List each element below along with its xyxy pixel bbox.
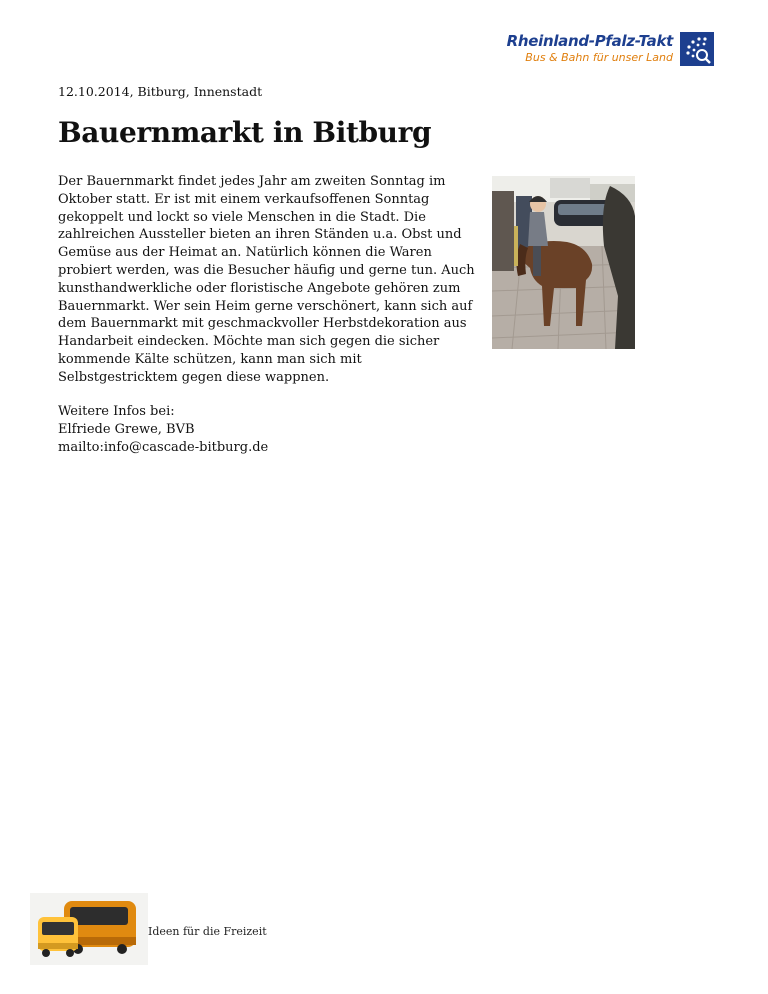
article-photo	[492, 176, 635, 349]
article-dateline: 12.10.2014, Bitburg, Innenstadt	[58, 84, 263, 99]
article-body: Der Bauernmarkt findet jedes Jahr am zweiten Sonntag im Oktober statt. Er ist mit einem verkaufsoffenen Sonntag gekoppelt und lockt so viele Menschen in die Stadt. Die zahlreichen Aussteller bieten an ihren Ständen u.a. Obst und Gemüse aus der Heimat an. Natürlich können die Waren probiert werden, was die Besucher häufig und gerne tun. Auch kunsthandwerkliche oder floristische Angebote gehören zum Bauernmarkt. Wer sein Heim gerne verschönert, kann sich auf dem Bauernmarkt mit geschmackvoller Herbstdekoration aus Handarbeit eindecken. Möchte man sich gegen die sicher kommende Kälte schützen, kann man sich mit Selbstgestricktem gegen diese wappnen.	[58, 174, 475, 385]
brand-logo	[505, 32, 715, 68]
contact-intro: Weitere Infos bei:	[58, 404, 175, 419]
bus-train-illustration	[30, 893, 148, 965]
contact-block	[58, 403, 268, 456]
footer-tagline: Ideen für die Freizeit	[148, 925, 267, 938]
contact-name: Elfriede Grewe, BVB	[58, 421, 195, 437]
contact-email-link[interactable]: mailto:info@cascade-bitburg.de	[58, 439, 269, 455]
article-title: Bauernmarkt in Bitburg	[58, 116, 432, 149]
brand-title: Rheinland-Pfalz-Takt	[506, 32, 673, 50]
brand-subtitle: Bus & Bahn für unser Land	[525, 51, 673, 64]
brand-mark-icon	[680, 32, 714, 66]
